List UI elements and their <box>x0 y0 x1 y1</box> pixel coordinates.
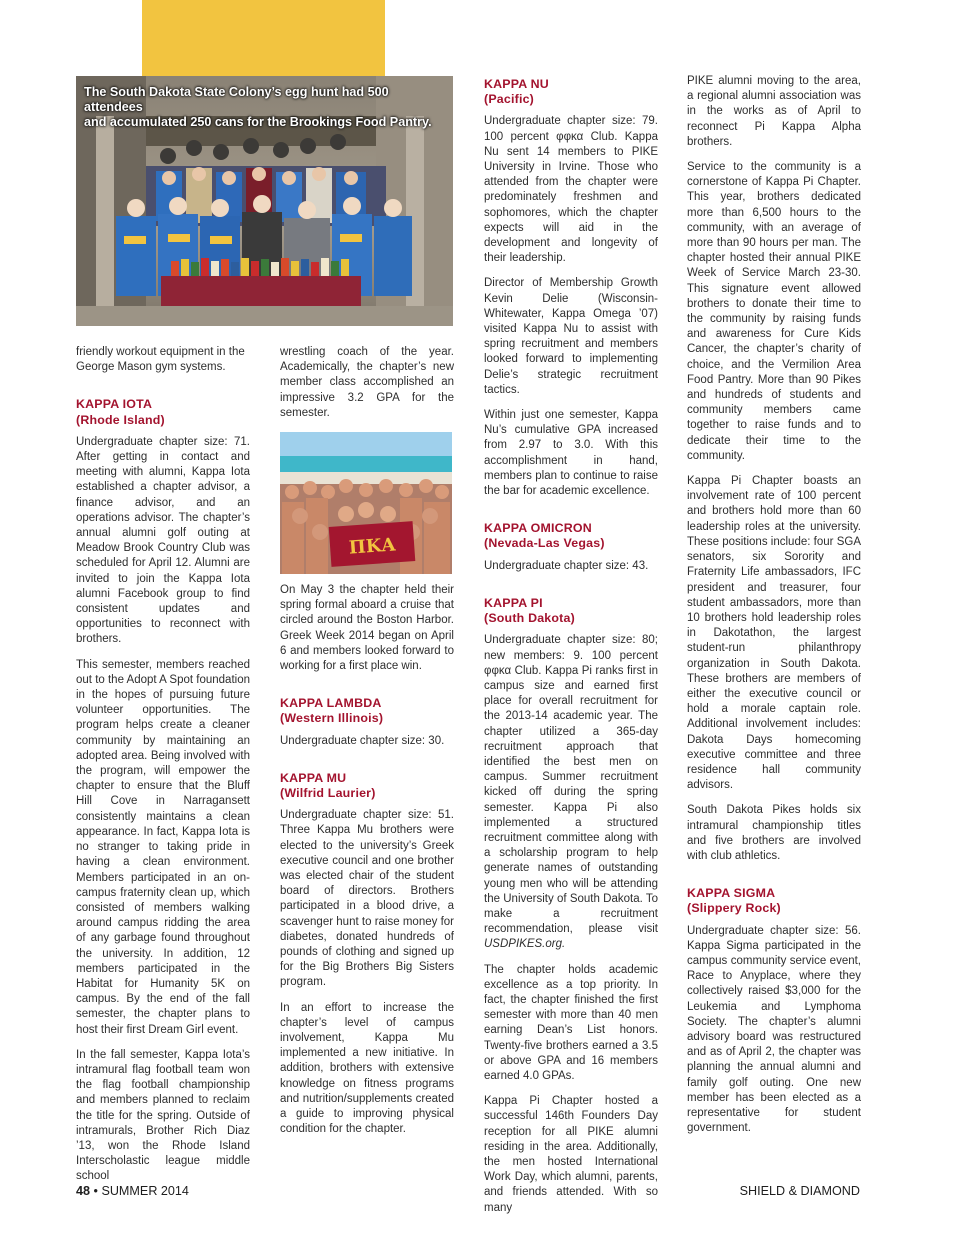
kappa-pi-paragraph-1-text: Undergraduate chapter size: 80; new members: 9. 100 percent φφκα Club. Kappa Pi ranks first in campus size and earned first place for overall recruitment for the 2013-14 academic year. The chapter utilized a 365-day recruitment approach that identified the best men on campus. Summer recruitment kicked off during the spring semester. Kappa Pi also implemented a structured recruitment committee along with a scholarship program to help generate names of outstanding young men who will be attending the University of South Dakota. To make a recruitment recommendation, please visit <box>484 634 658 936</box>
chapter-heading-kappa-nu <box>484 77 658 107</box>
chapter-heading-kappa-pi <box>484 596 658 626</box>
kappa-nu-paragraph-3: Within just one semester, Kappa Nu’s cumulative GPA increased from 2.97 to 3.0. With this accomplishment in hand, members plan to continue to raise the bar for academic excellence. <box>484 409 658 498</box>
page-footer-left <box>76 1184 189 1198</box>
kappa-nu-paragraph-2: Director of Membership Growth Kevin Delie (Wisconsin-Whitewater, Kappa Omega ’07) visited Kappa Nu to assist with spring recruitment and members looked forward to implementing Delie’s strategic recruitment tactics. <box>484 277 658 396</box>
chapter-school: (Nevada-Las Vegas) <box>484 536 605 551</box>
chapter-heading-kappa-mu <box>280 771 454 801</box>
kappa-nu-paragraph-1: Undergraduate chapter size: 79. 100 percent φφκα Club. Kappa Nu sent 14 members to PIKE University in Irvine. Those who attended from the chapter were predominately freshmen and sophomores, which the chapter expects will aid in the development and longevity of their leadership. <box>484 115 658 265</box>
kappa-pi-paragraph-3: Kappa Pi Chapter hosted a successful 146th Founders Day reception for all PIKE alumni residing in the area. Additionally, the men hosted International Work Day, which alumni, parents, and friends attended. With so many <box>484 1095 658 1214</box>
column-4 <box>687 74 861 1146</box>
photo-caption <box>84 85 433 130</box>
column-2-bottom <box>280 583 454 1148</box>
usdpikes-link[interactable]: USDPIKES.org. <box>484 938 566 951</box>
chapter-name: KAPPA LAMBDA <box>280 696 382 711</box>
beach-group-photo <box>280 432 452 574</box>
chapter-name: KAPPA NU <box>484 77 549 91</box>
kappa-iota-paragraph-3: In the fall semester, Kappa Iota’s intramural flag football team won the flag football championship and members planned to reclaim the title for the spring. Outside of intramurals, Brother Rich Diaz ’13, won the Rhode Island Interscholastic league middle school <box>76 1048 250 1183</box>
kappa-lambda-paragraph-1: Undergraduate chapter size: 30. <box>280 734 445 747</box>
chapter-name: KAPPA OMICRON <box>484 521 592 536</box>
beach-photo-image <box>280 432 452 574</box>
kappa-pi-paragraph-2: The chapter holds academic excellence as a top priority. In fact, the chapter finished the first semester with more than 40 men earning Dean’s List honors. Twenty-five brothers earned a 3.5 or above GPA and 16 members earned 4.0 GPAs. <box>484 963 658 1082</box>
caption-line-2: and accumulated 250 cans for the Brookings Food Pantry. <box>84 115 432 129</box>
banner-letters: ΠΚΑ <box>348 534 397 559</box>
kappa-pi-paragraph-4: Service to the community is a cornerstone of Kappa Pi Chapter. This year, brothers dedicated more than 6,500 hours to the community, with an average of more than 90 hours per man. The chapter hosted their annual PIKE Week of Service March 23-30. This signature event allowed brothers to donate their time to the community by raising funds and awareness for Cure Kids Cancer, the chapter’s charity of choice, and the Vermilion Area Food Pantry. More than 90 Pikes and hundreds of students and community members came together to raise funds and to dedicate their time to the community. <box>687 161 861 462</box>
yellow-header-tab <box>142 0 385 76</box>
kappa-mu-paragraph-2: In an effort to increase the chapter’s level of campus involvement, Kappa Mu implemented a new initiative. In addition, brothers with extensive knowledge on fitness programs and nutrition/supplements created a guide to improving physical condition for the chapter. <box>280 1001 454 1136</box>
column-2-top <box>280 345 454 431</box>
kappa-pi-paragraph-6: South Dakota Pikes holds six intramural championship titles and five brothers are involved with club athletics. <box>687 804 861 862</box>
egg-hunt-group-photo <box>76 76 453 326</box>
continued-paragraph: PIKE alumni moving to the area, a regional alumni association was in the works as of April to reconnect Pi Kappa Alpha brothers. <box>687 75 861 148</box>
chapter-name: KAPPA IOTA <box>76 397 153 412</box>
kappa-pi-paragraph-5: Kappa Pi Chapter boasts an involvement rate of 100 percent and brothers hold more than 60 leadership roles at the university. These positions include: four SGA senators, six Sorority and Fraternity Life ambassadors, IFC president and treasurer, four student ambassadors, more than 10 brothers hold leadership roles in Dakotathon, the largest student-run philanthropy organization in South Dakota. These brothers are members of either the executive council or hold a morale captain role. Additional involvement includes: Dakota Days homecoming executive committee and three residence hall community advisors. <box>687 475 861 792</box>
column-1 <box>76 345 250 1195</box>
caption-line-1: The South Dakota State Colony’s egg hunt had 500 attendees <box>84 85 389 114</box>
footer-separator: • <box>93 1184 98 1198</box>
continued-paragraph: wrestling coach of the year. Academically, the chapter’s new member class accomplished an impressive 3.2 GPA for the semester. <box>280 346 454 419</box>
chapter-school: (Wilfrid Laurier) <box>280 786 376 801</box>
chapter-name: KAPPA PI <box>484 595 543 610</box>
chapter-school: (Pacific) <box>484 92 535 107</box>
kappa-iota-paragraph-1: Undergraduate chapter size: 71. After getting in contact and meeting with alumni, Kappa Iota established a chapter advisor, a finance advisor, and an operations advisor. The chapter’s annual alumni golf outing at Meadow Brook Country Club was scheduled for April 12. Alumni are invited to join the Kappa Iota alumni Facebook group to find consistent updates and opportunities to reconnect with brothers. <box>76 435 250 646</box>
kappa-iota-paragraph-2: This semester, members reached out to the Adopt A Spot foundation in the hopes of pursuing future volunteer opportunities. The program helps create a cleaner community by maintaining an adopted area. Being involved with the program, will empower the chapter to ensure that the Bluff Hill Cove in Narragansett consistently maintains a clean appearance. In fact, Kappa Iota is no stranger to taking pride in having a clean environment. Members participated in an on-campus fraternity clean up, which consisted of members walking around campus ridding the area of any garbage found throughout the university. In addition, 12 members participated in the Habitat for Humanity 5K on campus. By the end of the fall semester, the chapter plans to host their first Dream Girl event. <box>76 658 250 1036</box>
chapter-school: (Western Illinois) <box>280 711 384 726</box>
magazine-title: SHIELD & DIAMOND <box>739 1184 860 1198</box>
chapter-heading-kappa-sigma <box>687 886 861 916</box>
issue-label: SUMMER 2014 <box>101 1184 189 1198</box>
page-number: 48 <box>76 1184 91 1198</box>
chapter-name: KAPPA SIGMA <box>687 886 776 901</box>
cruise-paragraph: On May 3 the chapter held their spring formal aboard a cruise that circled around the Boston Harbor. Greek Week 2014 began on April 6 and members looked forward to working for a first place win. <box>280 584 454 673</box>
kappa-mu-paragraph-1: Undergraduate chapter size: 51. Three Kappa Mu brothers were elected to the university’s Greek executive council and one brother was elected chair of the student board of directors. Brothers participated in a blood drive, a scavenger hunt to raise money for diabetes, donated hundreds of pounds of clothing and signed up for the Big Brothers Big Sisters program. <box>280 809 454 989</box>
column-3 <box>484 73 658 1226</box>
chapter-name: KAPPA MU <box>280 770 347 785</box>
kappa-omicron-paragraph-1: Undergraduate chapter size: 43. <box>484 559 649 572</box>
kappa-sigma-paragraph-1: Undergraduate chapter size: 56. Kappa Sigma participated in the campus community service event, Race to Anyplace, where they collectively raised $3,000 for the Leukemia and Lymphoma Society. The chapter’s alumni advisory board was restructured and as of April 2, the chapter was planning the annual alumni and family golf outing. One new member has been elected as a representative for student government. <box>687 924 861 1135</box>
chapter-heading-kappa-omicron <box>484 521 658 551</box>
continued-paragraph: friendly workout equipment in the George Mason gym systems. <box>76 346 245 374</box>
chapter-school: (South Dakota) <box>484 611 575 626</box>
chapter-heading-kappa-iota <box>76 397 250 427</box>
chapter-school: (Slippery Rock) <box>687 901 781 916</box>
chapter-heading-kappa-lambda <box>280 696 454 726</box>
chapter-school: (Rhode Island) <box>76 412 165 427</box>
kappa-pi-paragraph-1 <box>484 633 658 952</box>
